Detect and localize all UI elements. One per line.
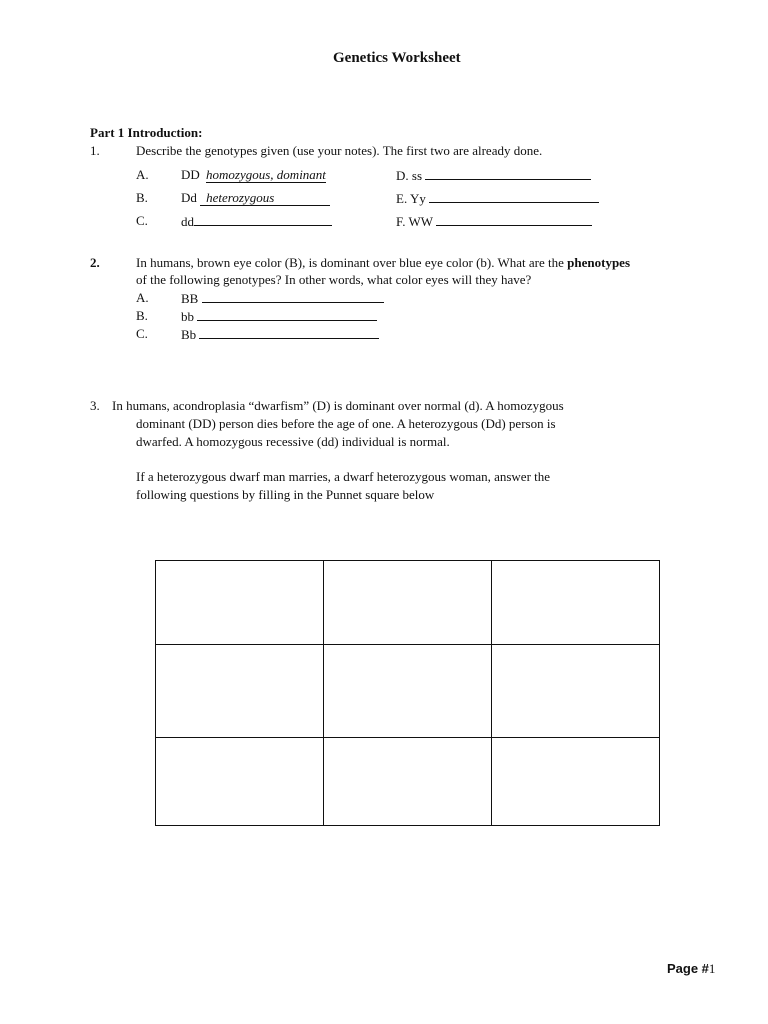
q2-line1-text: In humans, brown eye color (B), is dominant over blue eye color (b). What are the xyxy=(136,255,564,270)
q2-item-c-answer-line[interactable] xyxy=(199,326,379,339)
q1-item-a xyxy=(181,167,326,183)
q2-item-a-letter: A. xyxy=(136,290,149,305)
q1-item-d xyxy=(396,167,591,184)
q2-item-b xyxy=(181,308,377,325)
punnett-row xyxy=(156,645,660,738)
q1-text: Describe the genotypes given (use your notes). The first two are already done. xyxy=(136,143,543,158)
punnett-cell[interactable] xyxy=(324,738,492,826)
q1-item-a-genotype: DD xyxy=(181,167,200,182)
q1-item-b-letter: B. xyxy=(136,190,148,205)
q3-para2-line1: If a heterozygous dwarf man marries, a dwarf heterozygous woman, answer the xyxy=(136,469,551,484)
q3-line3: dwarfed. A homozygous recessive (dd) individual is normal. xyxy=(136,434,450,449)
page-title: Genetics Worksheet xyxy=(333,50,461,66)
q1-item-b xyxy=(181,190,330,206)
q2-phenotypes-term: phenotypes xyxy=(567,255,631,270)
punnett-cell[interactable] xyxy=(156,645,324,738)
q1-item-a-answer: homozygous, dominant xyxy=(206,167,326,182)
punnett-cell[interactable] xyxy=(324,645,492,738)
q1-item-c xyxy=(181,213,332,230)
punnett-cell[interactable] xyxy=(492,561,660,645)
q3-line1: In humans, acondroplasia “dwarfism” (D) is dominant over normal (d). A homozygous xyxy=(112,398,564,413)
q1-item-c-answer-line[interactable] xyxy=(194,213,332,226)
q2-item-c-genotype: Bb xyxy=(181,327,197,342)
q1-item-e xyxy=(396,190,599,207)
q2-item-a-answer-line[interactable] xyxy=(202,290,384,303)
page-number xyxy=(667,961,715,977)
q1-item-d-genotype: ss xyxy=(411,168,423,183)
q2-line1 xyxy=(136,255,630,271)
q2-item-a xyxy=(181,290,384,307)
q1-item-e-answer-line[interactable] xyxy=(429,190,599,203)
part1-heading: Part 1 Introduction: xyxy=(90,125,203,140)
page-number-value: 1 xyxy=(708,961,716,976)
punnett-cell[interactable] xyxy=(156,561,324,645)
punnett-cell[interactable] xyxy=(156,738,324,826)
q2-line2: of the following genotypes? In other words, what color eyes will they have? xyxy=(136,272,532,287)
q1-item-e-letter: E. xyxy=(396,191,408,206)
q1-item-c-letter: C. xyxy=(136,213,148,228)
q3-para2-line2: following questions by filling in the Punnet square below xyxy=(136,487,435,502)
q3-line2: dominant (DD) person dies before the age of one. A heterozygous (Dd) person is xyxy=(136,416,556,431)
q1-item-f-answer-line[interactable] xyxy=(436,213,592,226)
q2-item-b-genotype: bb xyxy=(181,309,194,324)
q1-item-e-genotype: Yy xyxy=(409,191,426,206)
q1-item-d-letter: D. xyxy=(396,168,409,183)
q1-item-f xyxy=(396,213,592,230)
q2-item-b-answer-line[interactable] xyxy=(197,308,377,321)
q1-item-c-genotype: dd xyxy=(181,214,194,229)
q2-item-c xyxy=(181,326,379,343)
q1-item-d-answer-line[interactable] xyxy=(425,167,591,180)
q2-item-c-letter: C. xyxy=(136,326,148,341)
punnett-row xyxy=(156,738,660,826)
q2-number: 2. xyxy=(90,255,100,270)
q2-item-b-letter: B. xyxy=(136,308,148,323)
q1-item-b-genotype: Dd xyxy=(181,190,197,205)
q1-item-b-answer: heterozygous xyxy=(200,190,330,206)
q1-item-f-letter: F. xyxy=(396,214,406,229)
punnett-cell[interactable] xyxy=(492,645,660,738)
page-number-label: Page # xyxy=(667,961,709,976)
q2-item-a-genotype: BB xyxy=(181,291,199,306)
punnett-row xyxy=(156,561,660,645)
punnett-square xyxy=(155,560,660,826)
punnett-cell[interactable] xyxy=(492,738,660,826)
q1-item-f-genotype: WW xyxy=(408,214,433,229)
q3-number: 3. xyxy=(90,398,100,413)
q1-item-a-letter: A. xyxy=(136,167,149,182)
punnett-cell[interactable] xyxy=(324,561,492,645)
q1-number: 1. xyxy=(90,143,100,158)
